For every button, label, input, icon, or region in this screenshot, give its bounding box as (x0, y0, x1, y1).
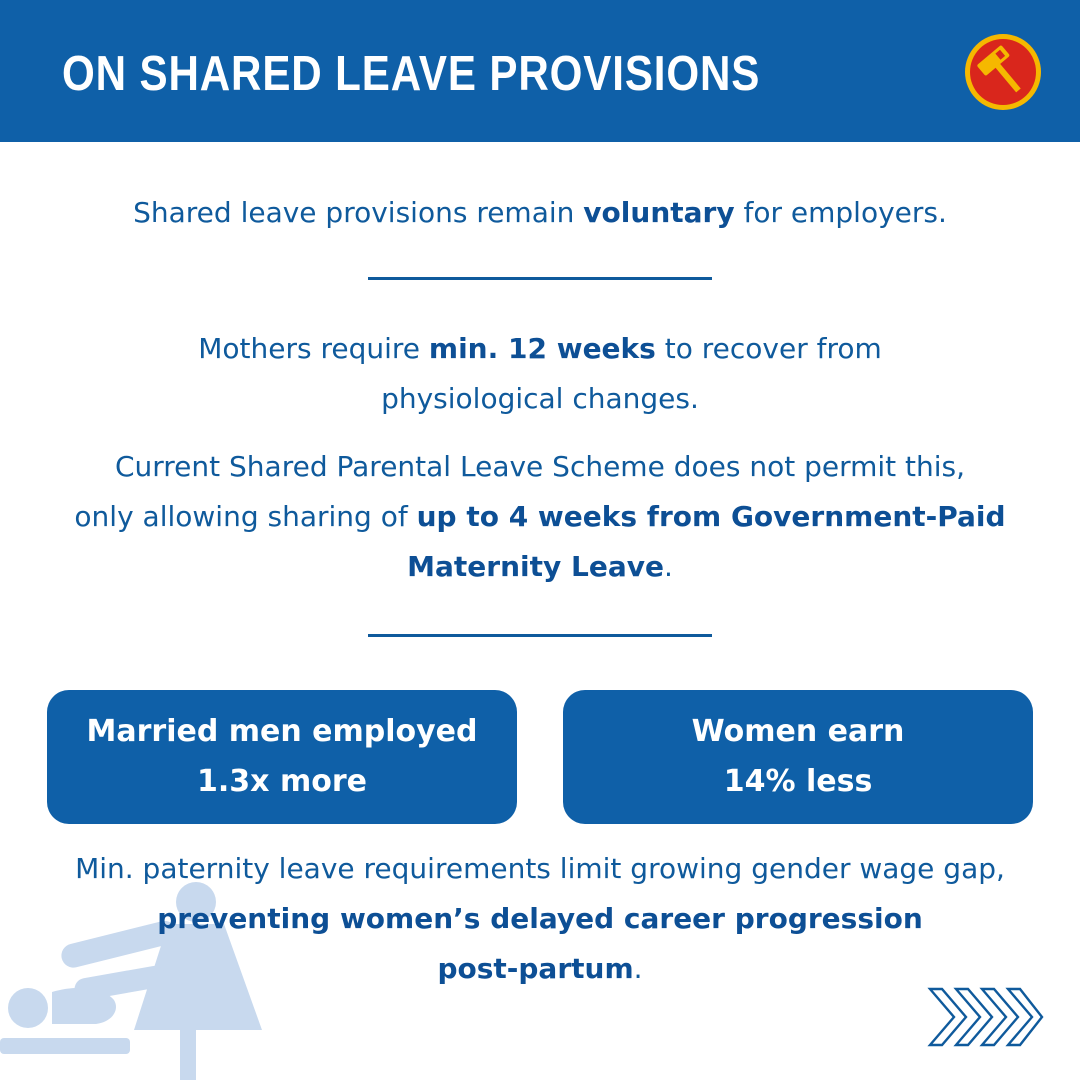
chevron-arrows-icon (926, 985, 1046, 1049)
conclusion-statement (0, 844, 1080, 994)
stat-card-women-earn (563, 690, 1033, 824)
scheme-text: only allowing sharing of (74, 500, 417, 533)
scheme-period: . (663, 550, 673, 583)
section-divider (368, 277, 712, 280)
conclusion-emphasis: preventing women’s delayed career progression (157, 902, 923, 935)
statement-emphasis: voluntary (583, 196, 735, 229)
recovery-statement (0, 324, 1080, 424)
scheme-emphasis: up to 4 weeks from Government-Paid (416, 500, 1006, 533)
recovery-emphasis: min. 12 weeks (428, 332, 656, 365)
conclusion-period: . (633, 952, 643, 985)
scheme-emphasis-line3: Maternity Leave (407, 550, 664, 583)
recovery-text: Mothers require (198, 332, 429, 365)
recovery-text-end: to recover from (655, 332, 882, 365)
hammer-emblem-icon (963, 32, 1043, 112)
statement-text: Shared leave provisions remain (133, 196, 584, 229)
conclusion-emphasis-line3: post-partum (437, 952, 634, 985)
section-divider (368, 634, 712, 637)
stat-value: 1.3x more (197, 764, 367, 799)
recovery-text-line2: physiological changes. (381, 382, 699, 415)
stat-label: Married men employed (86, 714, 478, 749)
voluntary-statement (0, 188, 1080, 238)
stat-value: 14% less (723, 764, 873, 799)
conclusion-text: Min. paternity leave requirements limit growing gender wage gap, (75, 852, 1005, 885)
stat-label: Women earn (691, 714, 905, 749)
statement-text-end: for employers. (734, 196, 947, 229)
page-title: ON SHARED LEAVE PROVISIONS (62, 47, 761, 101)
stat-card-married-men (47, 690, 517, 824)
header-banner (0, 0, 1080, 142)
scheme-text-line1: Current Shared Parental Leave Scheme does not permit this, (114, 450, 966, 483)
scheme-statement (0, 442, 1080, 592)
